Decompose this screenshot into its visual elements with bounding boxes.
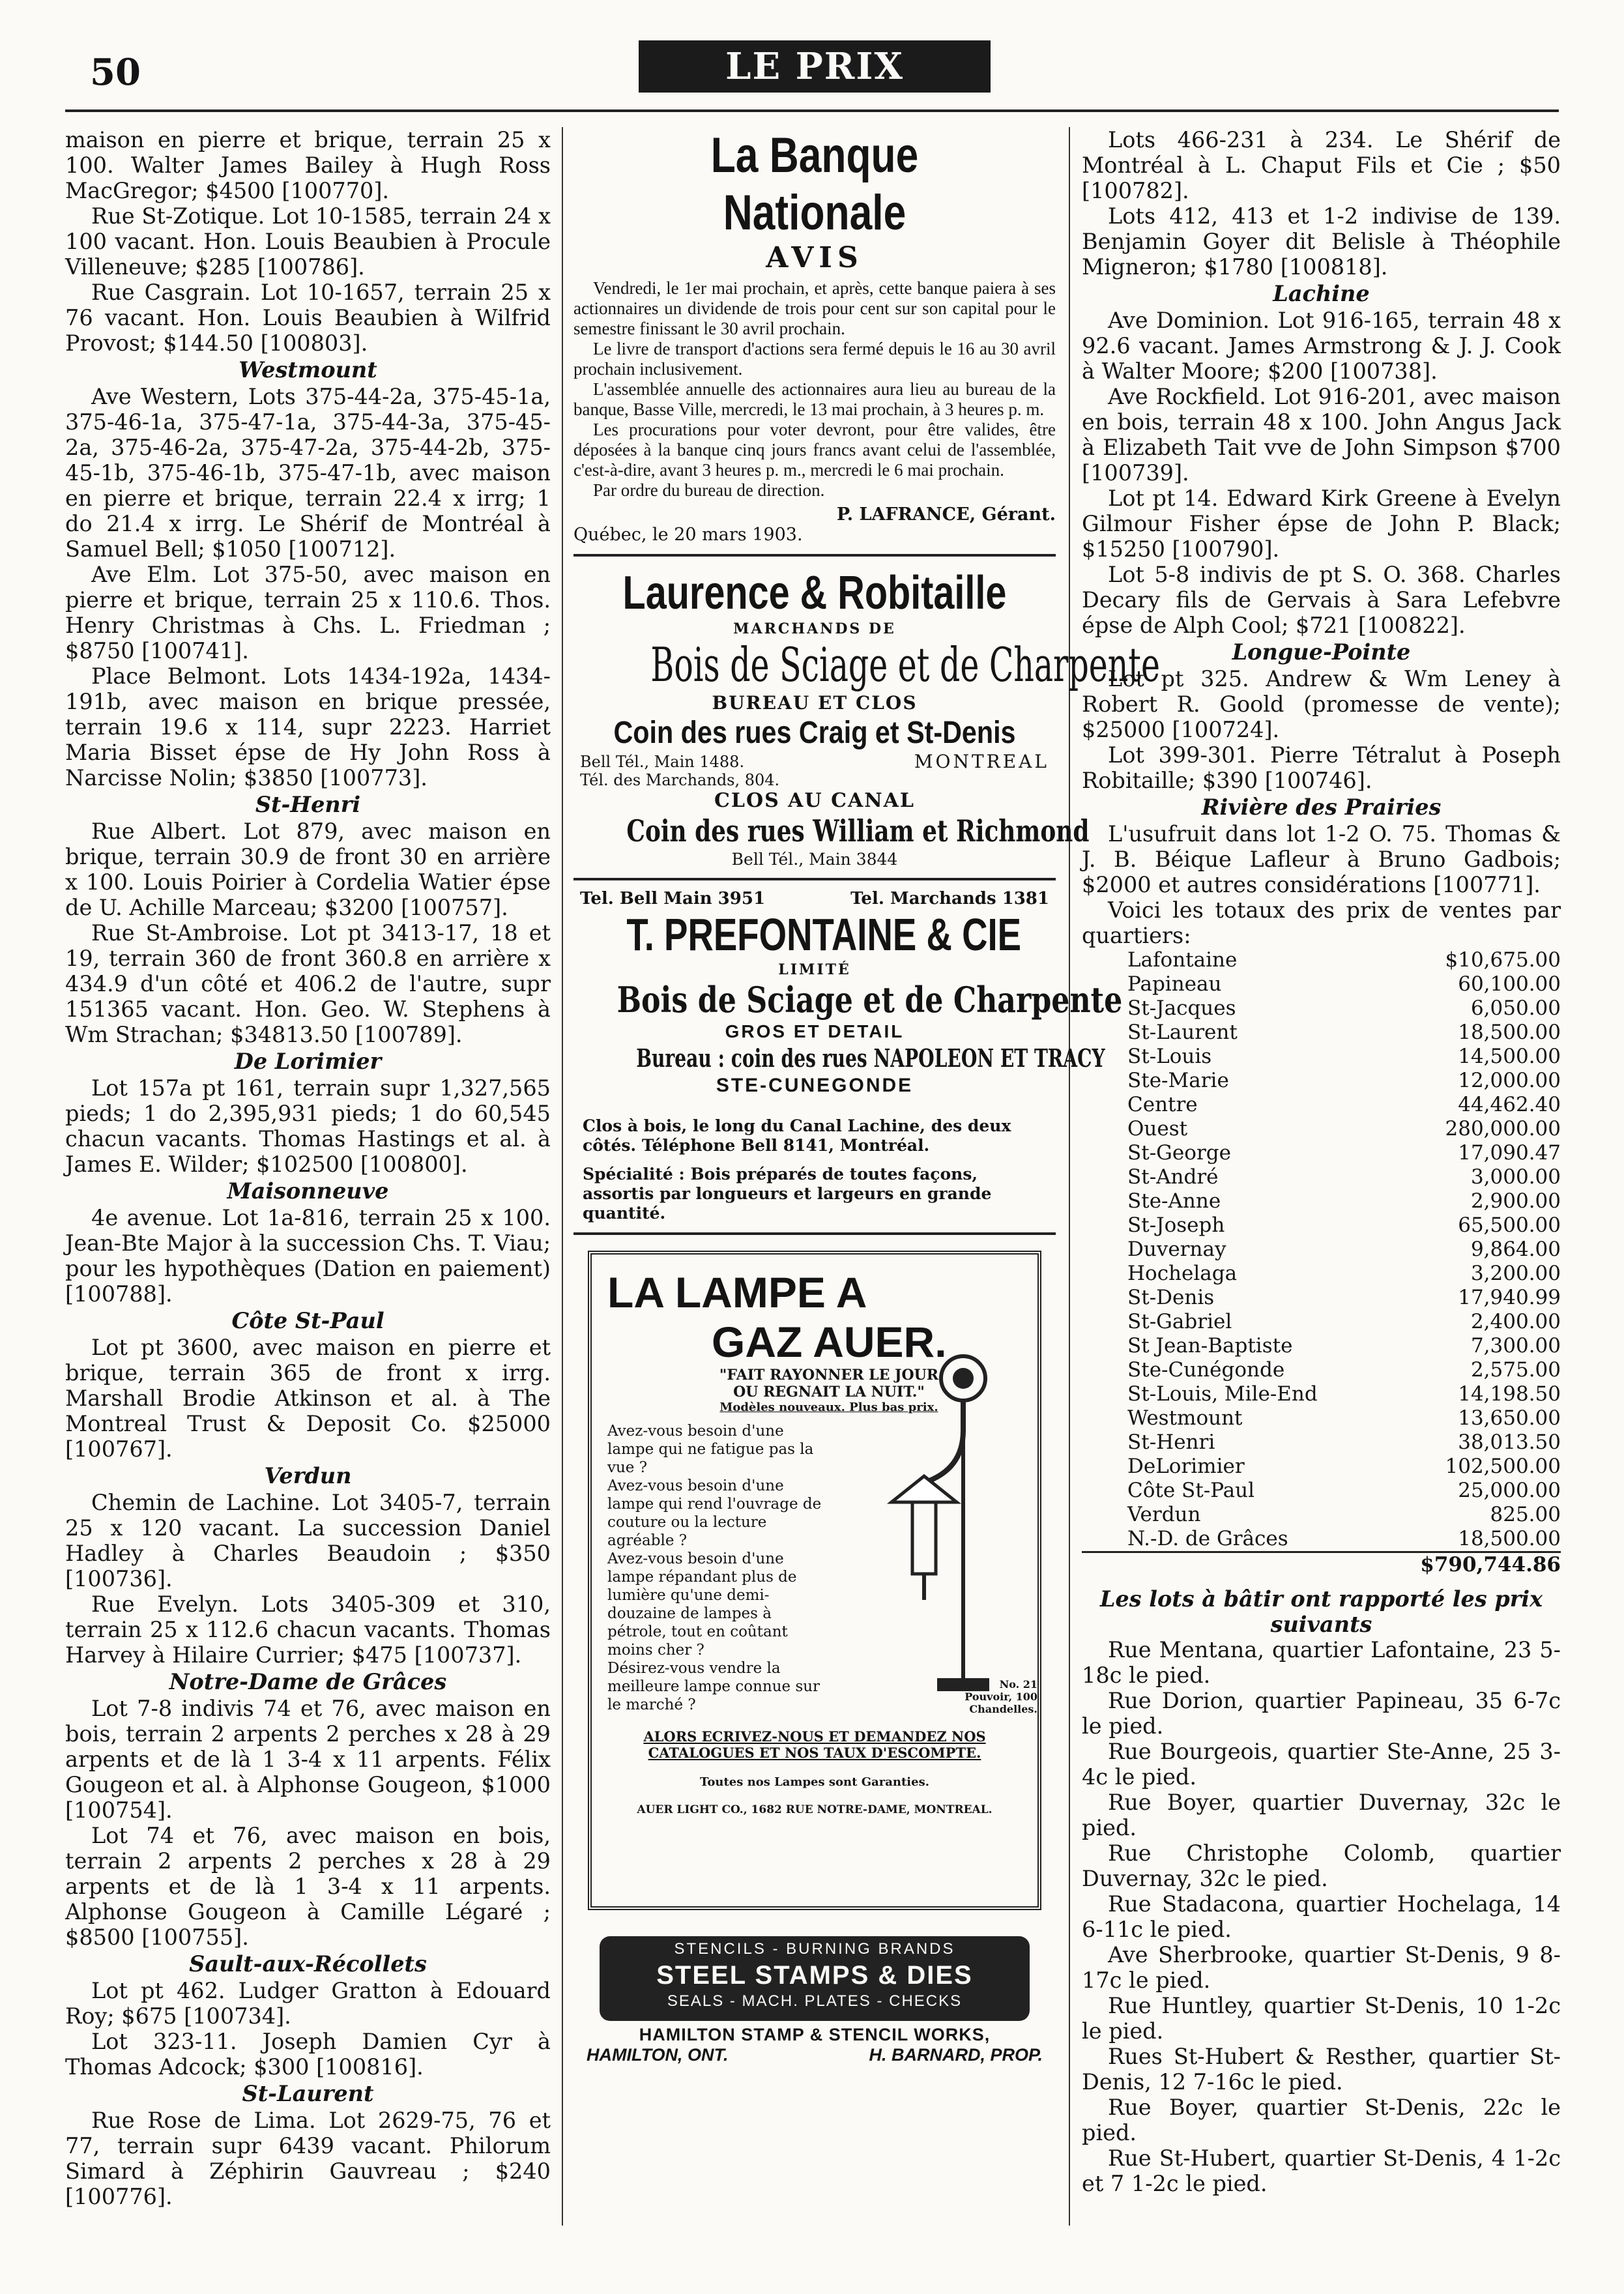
quartier-value: 60,100.00: [1458, 972, 1561, 996]
entry-paragraph: Lot pt 3600, avec maison en pierre et brique, terrain 365 de front x irrg. Marshall Brodie Atkinson et al. à The Montreal Trust & Deposit Co. $25000 [100767].: [65, 1335, 551, 1462]
ad-line: Coin des rues William et Richmond: [626, 813, 1090, 849]
ad-auer-lamp: [588, 1251, 1041, 1910]
section-heading: Rivière des Prairies: [1201, 794, 1442, 820]
entry-paragraph: Lots 412, 413 et 1-2 indivise de 139. Benjamin Goyer dit Belisle à Théophile Migneron; $1780 [100818].: [1082, 203, 1561, 280]
totals-row: [1082, 1117, 1561, 1141]
entry-paragraph: Lot 399-301. Pierre Tétralut à Poseph Robitaille; $390 [100746].: [1082, 742, 1561, 793]
ad-line: CLOS AU CANAL: [714, 789, 916, 812]
lot-price-entry: Rue Dorion, quartier Papineau, 35 6-7c le pied.: [1082, 1688, 1561, 1739]
ad-tel: Tél. des Marchands, 804.: [580, 771, 780, 789]
ad-bank-para: Le livre de transport d'actions sera fermé depuis le 16 au 30 avril prochain inclusivement.: [573, 339, 1056, 379]
quartier-name: Duvernay: [1127, 1238, 1226, 1261]
ad-line: Bureau : coin des rues NAPOLEON ET TRACY: [636, 1043, 1105, 1073]
section-heading: De Lorimier: [234, 1049, 382, 1074]
ad-divider: [573, 1232, 1056, 1235]
ad-title: GAZ AUER.: [712, 1318, 947, 1366]
ad-guarantee: Toutes nos Lampes sont Garanties.: [700, 1775, 929, 1789]
quartier-name: Ste-Marie: [1127, 1069, 1229, 1092]
entry-paragraph: Lots 466-231 à 234. Le Shérif de Montréal à L. Chaput Fils et Cie ; $50 [100782].: [1082, 127, 1561, 203]
ad-line: BUREAU ET CLOS: [712, 692, 918, 714]
right-paragraphs: [1082, 127, 1561, 948]
ad-title: LA LAMPE A: [607, 1268, 867, 1316]
ad-bank-place-date: Québec, le 20 mars 1903.: [573, 525, 803, 545]
masthead: LE PRIX COURANT: [639, 40, 991, 93]
entry-paragraph: Voici les totaux des prix de ventes par quartiers:: [1082, 897, 1561, 948]
quartier-name: St-Louis: [1127, 1045, 1212, 1068]
stamp-proprietor: H. BARNARD, PROP.: [869, 2045, 1043, 2065]
ad-bank-para: Vendredi, le 1er mai prochain, et après, cette banque paiera à ses actionnaires un dividende de trois pour cent sur son capital pour le semestre finissant le 30 avril prochain.: [573, 278, 1056, 338]
section-heading: Maisonneuve: [227, 1178, 389, 1204]
totals-sum-row: [1082, 1552, 1561, 1578]
stamp-city: HAMILTON, ONT.: [587, 2045, 729, 2065]
quartier-value: 2,575.00: [1470, 1358, 1561, 1382]
quartier-name: St-Laurent: [1127, 1021, 1238, 1044]
quartier-value: 6,050.00: [1470, 996, 1561, 1020]
ad-line: Bois de Sciage et de Charpente: [616, 979, 1123, 1021]
entry-paragraph: Ave Elm. Lot 375-50, avec maison en pierre et brique, terrain 25 x 110.6. Thos. Henry Christmas à Chs. L. Friedman ; $8750 [100741].: [65, 562, 551, 663]
quartier-name: St Jean-Baptiste: [1127, 1334, 1293, 1358]
totals-sum: $790,744.86: [1420, 1553, 1561, 1576]
ad-title: La Banque Nationale: [710, 128, 919, 240]
totals-row: [1082, 948, 1561, 972]
quartier-value: 13,650.00: [1458, 1406, 1561, 1430]
quartier-name: St-André: [1127, 1165, 1219, 1189]
totals-row: [1082, 1069, 1561, 1093]
section-heading: St-Laurent: [242, 2081, 374, 2106]
ad-divider: [573, 554, 1056, 557]
entry-paragraph: Lot 74 et 76, avec maison en bois, terrain 2 arpents 2 perches x 28 à 29 arpents et de là 1 3-4 x 11 arpents. Alphonse Gougeon à Camille Légaré ; $8500 [100755].: [65, 1823, 551, 1950]
stamp-company: HAMILTON STAMP & STENCIL WORKS,: [639, 2025, 991, 2044]
totals-row: [1082, 1455, 1561, 1479]
entry-paragraph: Lot 323-11. Joseph Damien Cyr à Thomas Adcock; $300 [100816].: [65, 2029, 551, 2080]
stamp-banner: [600, 1936, 1030, 2021]
totals-row: [1082, 1503, 1561, 1527]
section-heading: Westmount: [239, 357, 377, 383]
quartier-value: 18,500.00: [1458, 1021, 1561, 1044]
entry-paragraph: 4e avenue. Lot 1a-816, terrain 25 x 100. Jean-Bte Major à la succession Chs. T. Viau; pour les hypothèques (Dation en paiement) [100788].: [65, 1205, 551, 1307]
ad-question: Désirez-vous vendre la meilleure lampe connue sur le marché ?: [607, 1660, 820, 1713]
quartier-name: St-Jacques: [1127, 996, 1236, 1020]
quartier-value: 3,200.00: [1470, 1262, 1561, 1285]
lot-price-entry: Rue Boyer, quartier St-Denis, 22c le pied.: [1082, 2095, 1561, 2145]
quartier-name: Ouest: [1127, 1117, 1188, 1140]
section-heading: Sault-aux-Récollets: [189, 1951, 427, 1977]
entry-paragraph: L'usufruit dans lot 1-2 O. 75. Thomas & J. B. Béique Lafleur à Bruno Gadbois; $2000 et autres considérations [100771].: [1082, 821, 1561, 897]
ad-tel-row: [573, 890, 1056, 908]
quartier-value: 280,000.00: [1445, 1117, 1561, 1140]
quartier-name: St-George: [1127, 1141, 1231, 1165]
quartier-name: N.-D. de Grâces: [1127, 1527, 1288, 1550]
ad-tel: Tel. Marchands 1381: [850, 889, 1049, 908]
quartier-name: St-Henri: [1127, 1430, 1215, 1454]
ad-line: Bois de Sciage et de Charpente: [650, 637, 1160, 692]
quartier-value: 825.00: [1490, 1503, 1561, 1526]
left-column: [65, 127, 551, 2209]
lots-heading: Les lots à bâtir ont rapporté les prix suivants: [1099, 1586, 1543, 1637]
entry-paragraph: Lot 7-8 indivis 74 et 76, avec maison en bois, terrain 2 arpents 2 perches x 28 à 29 arpents et de là 1 3-4 x 11 arpents. Félix Gougeon et al. à Alphonse Gougeon, $1000 [100754].: [65, 1696, 551, 1823]
ad-avis: AVIS: [766, 241, 863, 274]
lot-price-entry: Rue Stadacona, quartier Hochelaga, 14 6-11c le pied.: [1082, 1891, 1561, 1942]
quartier-name: St-Louis, Mile-End: [1127, 1382, 1318, 1406]
ad-city: MONTREAL: [914, 751, 1049, 772]
entry-paragraph: Rue Evelyn. Lots 3405-309 et 310, terrain 25 x 112.6 chacun vacants. Thomas Harvey à Hilaire Currier; $475 [100737].: [65, 1591, 551, 1668]
quartier-value: 17,090.47: [1458, 1141, 1561, 1165]
ad-bank-para: Par ordre du bureau de direction.: [593, 480, 825, 500]
quartier-value: 38,013.50: [1458, 1430, 1561, 1454]
entry-paragraph: Rue Albert. Lot 879, avec maison en brique, terrain 30.9 de front 30 en arrière x 100. Louis Poirier à Cordelia Watier épse de U. Achille Marceau; $3200 [100757].: [65, 819, 551, 920]
entry-paragraph: Lot pt 325. Andrew & Wm Leney à Robert R. Goold (promesse de vente); $25000 [100724].: [1082, 666, 1561, 742]
ad-subtitle: MARCHANDS DE: [733, 620, 896, 637]
quartier-value: 9,864.00: [1470, 1238, 1561, 1261]
quartier-value: 65,500.00: [1458, 1213, 1561, 1237]
quartier-value: 18,500.00: [1458, 1527, 1561, 1550]
lot-price-entry: Rue Huntley, quartier St-Denis, 10 1-2c le pied.: [1082, 1993, 1561, 2044]
gas-lamp-illustration: [865, 1352, 1009, 1717]
totals-row: [1082, 972, 1561, 996]
ad-prefontaine: [573, 889, 1123, 1223]
ad-banque-nationale: [573, 127, 1056, 545]
totals-row: [1082, 1479, 1561, 1503]
quartier-value: 44,462.40: [1458, 1093, 1561, 1116]
totals-row: [1082, 1286, 1561, 1310]
quartier-name: Papineau: [1127, 972, 1222, 996]
right-column: [1082, 127, 1561, 2196]
section-heading: Côte St-Paul: [231, 1308, 384, 1333]
ad-models: Modèles nouveaux. Plus bas prix.: [719, 1401, 938, 1414]
entry-paragraph: Place Belmont. Lots 1434-192a, 1434-191b, avec maison en brique pressée, terrain 19.6 x 114, supr 2223. Harriet Maria Bisset épse de Hy John Ross à Narcisse Nolin; $3850 [100773].: [65, 663, 551, 791]
ad-model-number: No. 21: [999, 1678, 1037, 1691]
ad-divider: [573, 878, 1056, 880]
quartier-name: St-Joseph: [1127, 1213, 1225, 1237]
quartier-value: 14,500.00: [1458, 1045, 1561, 1068]
lot-price-entry: Rue St-Hubert, quartier St-Denis, 4 1-2c et 7 1-2c le pied.: [1082, 2145, 1561, 2196]
totals-row: [1082, 1430, 1561, 1455]
quartier-name: Lafontaine: [1127, 948, 1238, 972]
ad-question-list: [607, 1422, 822, 1714]
totals-row: [1082, 1310, 1561, 1334]
ad-laurence-robitaille: [573, 566, 1160, 869]
ad-tel: Tel. Bell Main 3951: [580, 889, 766, 908]
ad-bank-para: Les procurations pour voter devront, pour être valides, être déposées à la banque cinq jours francs avant celui de l'assemblée, c'est-à-dire, avant 3 heures p. m., mercredi le 6 mai prochain.: [573, 420, 1056, 480]
quartier-value: 12,000.00: [1458, 1069, 1561, 1092]
ad-question: Avez-vous besoin d'une lampe qui ne fatigue pas la vue ?: [607, 1423, 814, 1476]
lot-price-entry: Ave Sherbrooke, quartier St-Denis, 9 8-17c le pied.: [1082, 1942, 1561, 1993]
quartier-value: 102,500.00: [1445, 1455, 1561, 1478]
stamp-location-row: [573, 2045, 1056, 2065]
column-divider-left: [562, 127, 563, 2226]
ad-line: GROS ET DETAIL: [725, 1021, 905, 1041]
entry-paragraph: Rue St-Ambroise. Lot pt 3413-17, 18 et 19, terrain 360 de front 360.8 en arrière x 434.9 d'un côté et 406.2 de l'autre, supr 151365 vacant. Hon. Geo. W. Stephens à Wm Strachan; $34813.50 [100789].: [65, 920, 551, 1047]
entry-paragraph: Ave Rockfield. Lot 916-201, avec maison en bois, terrain 48 x 100. John Angus Jack à Elizabeth Tait vve de John Simpson $700 [100739].: [1082, 384, 1561, 486]
quartier-name: St-Denis: [1127, 1286, 1215, 1309]
quartier-name: St-Gabriel: [1127, 1310, 1232, 1333]
totals-table: [1082, 948, 1561, 1577]
totals-row: [1082, 1527, 1561, 1552]
entry-paragraph: Chemin de Lachine. Lot 3405-7, terrain 25 x 120 vacant. La succession Daniel Hadley à Charles Beaudoin ; $350 [100736].: [65, 1490, 551, 1591]
ad-question: Avez-vous besoin d'une lampe qui rend l'ouvrage de couture ou la lecture agréable ?: [607, 1477, 822, 1549]
lot-price-entry: Rue Mentana, quartier Lafontaine, 23 5-18c le pied.: [1082, 1637, 1561, 1688]
ad-tel-row: [573, 753, 1056, 789]
entry-paragraph: Rue St-Zotique. Lot 10-1585, terrain 24 x 100 vacant. Hon. Louis Beaubien à Procule Villeneuve; $285 [100786].: [65, 203, 551, 280]
column-divider-right: [1069, 127, 1070, 2226]
ad-bank-para: L'assemblée annuelle des actionnaires aura lieu au bureau de la banque, Basse Ville, mercredi, le 13 mai prochain, à 3 heures p. m.: [573, 379, 1056, 419]
quartier-value: 25,000.00: [1458, 1479, 1561, 1502]
lots-list: [1082, 1637, 1561, 2196]
entry-paragraph: Rue Rose de Lima. Lot 2629-75, 76 et 77, terrain supr 6439 vacant. Philorum Simard à Zéphirin Gauvreau ; $240 [100776].: [65, 2108, 551, 2209]
ad-clos: Clos à bois, le long du Canal Lachine, des deux côtés. Téléphone Bell 8141, Montréal.: [583, 1116, 1011, 1155]
header-rule: [65, 109, 1559, 112]
entry-paragraph: Lot pt 14. Edward Kirk Greene à Evelyn Gilmour Fisher épse de John P. Black; $15250 [100790].: [1082, 486, 1561, 562]
quartier-name: Centre: [1127, 1093, 1198, 1116]
ad-tel: Bell Tél., Main 3844: [731, 850, 898, 869]
quartier-name: Westmount: [1127, 1406, 1243, 1430]
quartier-name: Côte St-Paul: [1127, 1479, 1255, 1502]
ad-hamilton-stamp: [573, 1936, 1056, 2065]
totals-row: [1082, 1358, 1561, 1382]
entry-paragraph: Lot 157a pt 161, terrain supr 1,327,565 pieds; 1 do 2,395,931 pieds; 1 do 60,545 chacun vacants. Thomas Hastings et al. à James E. Wilder; $102500 [100800].: [65, 1075, 551, 1177]
lot-price-entry: Rue Boyer, quartier Duvernay, 32c le pied.: [1082, 1790, 1561, 1840]
ad-cta: ALORS ECRIVEZ-NOUS ET DEMANDEZ NOS CATALOGUES ET NOS TAUX D'ESCOMPTE.: [643, 1728, 986, 1761]
totals-row: [1082, 1189, 1561, 1213]
quartier-value: 2,900.00: [1470, 1189, 1561, 1213]
section-heading: Verdun: [264, 1463, 352, 1488]
quartier-name: Hochelaga: [1127, 1262, 1238, 1285]
ad-title: T. PREFONTAINE & CIE: [626, 909, 1022, 960]
ad-model: [957, 1678, 1037, 1715]
quartier-value: 7,300.00: [1470, 1334, 1561, 1358]
lot-price-entry: Rues St-Hubert & Resther, quartier St-Denis, 12 7-16c le pied.: [1082, 2044, 1561, 2095]
lot-price-entry: Rue Bourgeois, quartier Ste-Anne, 25 3-4c le pied.: [1082, 1739, 1561, 1790]
section-heading: Notre-Dame de Grâces: [169, 1669, 447, 1694]
stamp-banner-line: SEALS - MACH. PLATES - CHECKS: [667, 1992, 963, 2010]
ad-specialite: Spécialité : Bois préparés de toutes façons, assortis par longueurs et largeurs en grande quantité.: [583, 1165, 992, 1223]
entry-paragraph: Lot 5-8 indivis de pt S. O. 368. Charles Decary fils de Gervais à Sara Lefebvre épse de Alph Cool; $721 [100822].: [1082, 562, 1561, 638]
stamp-banner-line: STEEL STAMPS & DIES: [656, 1961, 973, 1990]
entry-paragraph: maison en pierre et brique, terrain 25 x 100. Walter James Bailey à Hugh Ross MacGregor; $4500 [100770].: [65, 127, 551, 203]
totals-row: [1082, 1141, 1561, 1165]
totals-sum-spacer: [1082, 1552, 1420, 1578]
totals-row: [1082, 1213, 1561, 1238]
ad-question: Avez-vous besoin d'une lampe répandant plus de lumière qu'une demi-douzaine de lampes à pétrole, tout en coûtant moins cher ?: [607, 1550, 797, 1659]
ad-address: AUER LIGHT CO., 1682 RUE NOTRE-DAME, MONTREAL.: [637, 1803, 993, 1816]
ad-line: Coin des rues Craig et St-Denis: [613, 716, 1016, 750]
quartier-name: Ste-Cunégonde: [1127, 1358, 1285, 1382]
lot-price-entry: Rue Christophe Colomb, quartier Duvernay, 32c le pied.: [1082, 1840, 1561, 1891]
quartier-value: 3,000.00: [1470, 1165, 1561, 1189]
totals-row: [1082, 1238, 1561, 1262]
quartier-value: 2,400.00: [1470, 1310, 1561, 1333]
page-number: 50: [90, 51, 141, 94]
totals-row: [1082, 1334, 1561, 1358]
quartier-name: Verdun: [1127, 1503, 1201, 1526]
section-heading: Longue-Pointe: [1232, 639, 1411, 665]
ad-model-power: Pouvoir, 100 Chandelles.: [964, 1691, 1037, 1715]
entry-paragraph: Ave Dominion. Lot 916-165, terrain 48 x 92.6 vacant. James Armstrong & J. J. Cook à Walter Moore; $200 [100738].: [1082, 308, 1561, 384]
entry-paragraph: Rue Casgrain. Lot 10-1657, terrain 25 x 76 vacant. Hon. Louis Beaubien à Wilfrid Provost; $144.50 [100803].: [65, 280, 551, 356]
totals-row: [1082, 1045, 1561, 1069]
section-heading: St-Henri: [255, 792, 361, 817]
totals-row: [1082, 1262, 1561, 1286]
ad-bank-signature: P. LAFRANCE, Gérant.: [836, 504, 1056, 525]
ad-line: STE-CUNEGONDE: [716, 1075, 914, 1096]
totals-row: [1082, 996, 1561, 1021]
totals-row: [1082, 1093, 1561, 1117]
totals-row: [1082, 1406, 1561, 1430]
quartier-name: DeLorimier: [1127, 1455, 1245, 1478]
ad-subtitle: LIMITÉ: [778, 961, 851, 978]
ad-bank-body: [573, 278, 1056, 501]
quartier-value: 17,940.99: [1458, 1286, 1561, 1309]
entry-paragraph: Ave Western, Lots 375-44-2a, 375-45-1a, 375-46-1a, 375-47-1a, 375-44-3a, 375-45-2a, 375-46-2a, 375-47-2a, 375-44-2b, 375-45-1b, 375-46-1b, 375-47-1b, avec maison en pierre et brique, terrain 22.4 x irrg; 1 do 21.4 x irrg. Le Shérif de Montréal à Samuel Bell; $1050 [100712].: [65, 384, 551, 562]
totals-row: [1082, 1382, 1561, 1406]
ad-tel: Bell Tél., Main 1488.: [580, 753, 745, 771]
quartier-value: 14,198.50: [1458, 1382, 1561, 1406]
totals-row: [1082, 1021, 1561, 1045]
stamp-banner-line: STENCILS - BURNING BRANDS: [674, 1940, 955, 1958]
quartier-name: Ste-Anne: [1127, 1189, 1221, 1213]
totals-row: [1082, 1165, 1561, 1189]
ad-title: Laurence & Robitaille: [622, 567, 1007, 619]
quartier-value: $10,675.00: [1445, 948, 1561, 972]
ad-slogan: "FAIT RAYONNER LE JOUR OU REGNAIT LA NUIT.": [719, 1367, 939, 1401]
entry-paragraph: Lot pt 462. Ludger Gratton à Edouard Roy; $675 [100734].: [65, 1978, 551, 2029]
section-heading: Lachine: [1273, 281, 1370, 306]
